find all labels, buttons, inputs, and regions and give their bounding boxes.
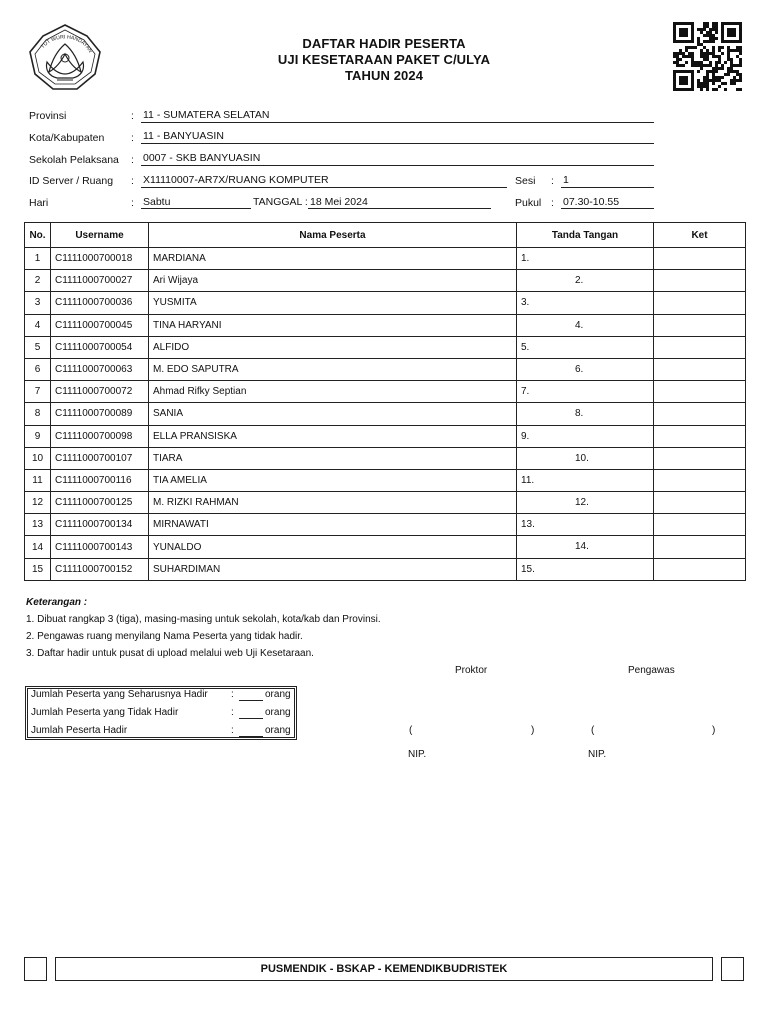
cell-ket: [654, 248, 746, 270]
proktor-nip-label: NIP.: [408, 749, 427, 760]
hari-value: Sabtu: [143, 196, 171, 208]
cell-nama-peserta: TINA HARYANI: [149, 314, 517, 336]
signature-number: 9.: [521, 430, 530, 442]
footer-corner-box-left: [24, 957, 47, 981]
table-row: [25, 492, 746, 514]
cell-ket: [654, 270, 746, 292]
cell-ket: [654, 314, 746, 336]
signature-number: 8.: [575, 408, 584, 420]
table-row: [25, 403, 746, 425]
underline: [141, 187, 507, 188]
cell-no: 3: [25, 292, 51, 314]
cell-tanda-tangan: [517, 381, 654, 403]
header-username: Username: [51, 223, 149, 248]
hari-label: Hari: [29, 197, 49, 209]
colon: :: [131, 175, 134, 187]
count-row-present: [31, 725, 293, 736]
footer-text: PUSMENDIK - BSKAP - KEMENDIKBUDRISTEK: [260, 963, 508, 975]
cell-ket: [654, 425, 746, 447]
underline: [141, 208, 251, 209]
cell-username: C1111000700018: [51, 248, 149, 270]
signature-number: 4.: [575, 319, 584, 331]
table-row: [25, 336, 746, 358]
signature-number: 7.: [521, 386, 530, 398]
count-unit: orang: [265, 725, 291, 736]
cell-ket: [654, 492, 746, 514]
document-title-line-1: DAFTAR HADIR PESERTA: [302, 36, 466, 51]
cell-no: 15: [25, 558, 51, 580]
cell-nama-peserta: TIARA: [149, 447, 517, 469]
cell-nama-peserta: Ahmad Rifky Septian: [149, 381, 517, 403]
table-row: [25, 270, 746, 292]
provinsi-label: Provinsi: [29, 110, 67, 122]
cell-username: C1111000700134: [51, 514, 149, 536]
cell-nama-peserta: SUHARDIMAN: [149, 558, 517, 580]
pengawas-close-paren: ): [712, 725, 716, 736]
cell-no: 10: [25, 447, 51, 469]
pukul-label: Pukul: [515, 197, 542, 209]
count-colon: :: [231, 707, 234, 718]
pukul-value: 07.30-10.55: [563, 196, 620, 208]
signature-number: 6.: [575, 363, 584, 375]
table-header-row: [25, 223, 746, 248]
cell-nama-peserta: ELLA PRANSISKA: [149, 425, 517, 447]
attendance-table: [24, 222, 746, 581]
tanggal-value: 18 Mei 2024: [310, 196, 368, 208]
cell-nama-peserta: Ari Wijaya: [149, 270, 517, 292]
qr-code-icon: [673, 22, 742, 91]
colon: :: [131, 154, 134, 166]
server-label: ID Server / Ruang: [29, 175, 114, 187]
cell-tanda-tangan: [517, 492, 654, 514]
table-row: [25, 447, 746, 469]
tanggal-label: TANGGAL :: [253, 196, 308, 208]
cell-no: 9: [25, 425, 51, 447]
cell-nama-peserta: YUNALDO: [149, 536, 517, 558]
signature-number: 15.: [521, 563, 535, 575]
table-row: [25, 469, 746, 491]
cell-no: 12: [25, 492, 51, 514]
count-colon: :: [231, 689, 234, 700]
table-row: [25, 248, 746, 270]
cell-tanda-tangan: [517, 336, 654, 358]
cell-tanda-tangan: [517, 403, 654, 425]
pengawas-nip-label: NIP.: [588, 749, 607, 760]
cell-username: C1111000700089: [51, 403, 149, 425]
server-value: X11110007-AR7X/RUANG KOMPUTER: [143, 174, 329, 186]
cell-tanda-tangan: [517, 425, 654, 447]
header-tanda-tangan: Tanda Tangan: [517, 223, 654, 248]
sekolah-label: Sekolah Pelaksana: [29, 154, 119, 166]
proktor-label: Proktor: [455, 665, 488, 676]
cell-username: C1111000700116: [51, 469, 149, 491]
notes-title: Keterangan :: [26, 597, 88, 608]
count-blank: [239, 736, 263, 737]
signature-number: 5.: [521, 341, 530, 353]
count-row-absent: [31, 707, 293, 718]
cell-no: 4: [25, 314, 51, 336]
count-blank: [239, 718, 263, 719]
cell-no: 5: [25, 336, 51, 358]
cell-tanda-tangan: [517, 248, 654, 270]
note-item: 2. Pengawas ruang menyilang Nama Peserta yang tidak hadir.: [26, 631, 303, 642]
underline: [141, 165, 654, 166]
header-nama-peserta: Nama Peserta: [149, 223, 517, 248]
count-label: Jumlah Peserta Hadir: [31, 725, 128, 736]
note-item: 1. Dibuat rangkap 3 (tiga), masing-masing untuk sekolah, kota/kab dan Provinsi.: [26, 614, 381, 625]
count-unit: orang: [265, 707, 291, 718]
cell-nama-peserta: ALFIDO: [149, 336, 517, 358]
cell-username: C1111000700143: [51, 536, 149, 558]
count-blank: [239, 700, 263, 701]
cell-username: C1111000700152: [51, 558, 149, 580]
colon: :: [131, 110, 134, 122]
underline: [561, 187, 654, 188]
proktor-open-paren: (: [409, 725, 413, 736]
cell-ket: [654, 336, 746, 358]
count-row-expected: [31, 689, 293, 700]
document-title-line-2: UJI KESETARAAN PAKET C/ULYA: [277, 52, 491, 67]
cell-username: C1111000700063: [51, 358, 149, 380]
cell-no: 6: [25, 358, 51, 380]
cell-ket: [654, 514, 746, 536]
underline: [141, 143, 654, 144]
cell-username: C1111000700036: [51, 292, 149, 314]
signature-number: 14.: [575, 541, 589, 553]
cell-ket: [654, 558, 746, 580]
cell-nama-peserta: M. EDO SAPUTRA: [149, 358, 517, 380]
cell-nama-peserta: TIA AMELIA: [149, 469, 517, 491]
cell-no: 13: [25, 514, 51, 536]
footer-corner-box-right: [721, 957, 744, 981]
cell-username: C1111000700125: [51, 492, 149, 514]
kota-label: Kota/Kabupaten: [29, 132, 105, 144]
cell-nama-peserta: SANIA: [149, 403, 517, 425]
cell-username: C1111000700045: [51, 314, 149, 336]
cell-tanda-tangan: [517, 292, 654, 314]
cell-username: C1111000700107: [51, 447, 149, 469]
table-row: [25, 314, 746, 336]
header-ket: Ket: [654, 223, 746, 248]
kota-value: 11 - BANYUASIN: [143, 130, 224, 142]
sesi-value: 1: [563, 174, 569, 186]
sesi-label: Sesi: [515, 175, 536, 187]
signature-number: 1.: [521, 253, 530, 264]
cell-no: 11: [25, 469, 51, 491]
cell-tanda-tangan: [517, 270, 654, 292]
document-title-line-3: TAHUN 2024: [344, 68, 424, 83]
colon: :: [551, 175, 554, 187]
cell-tanda-tangan: [517, 469, 654, 491]
count-label: Jumlah Peserta yang Seharusnya Hadir: [31, 689, 208, 700]
cell-no: 7: [25, 381, 51, 403]
underline: [308, 208, 491, 209]
underline: [141, 122, 654, 123]
cell-tanda-tangan: [517, 447, 654, 469]
table-row: [25, 558, 746, 580]
cell-no: 2: [25, 270, 51, 292]
signature-number: 3.: [521, 297, 530, 309]
colon: :: [131, 132, 134, 144]
cell-ket: [654, 292, 746, 314]
sekolah-value: 0007 - SKB BANYUASIN: [143, 152, 261, 164]
cell-ket: [654, 469, 746, 491]
pengawas-label: Pengawas: [628, 665, 675, 676]
proktor-close-paren: ): [531, 725, 535, 736]
cell-nama-peserta: MIRNAWATI: [149, 514, 517, 536]
cell-tanda-tangan: [517, 514, 654, 536]
signature-number: 11.: [521, 474, 535, 486]
provinsi-value: 11 - SUMATERA SELATAN: [143, 109, 270, 121]
cell-tanda-tangan: [517, 536, 654, 558]
cell-ket: [654, 447, 746, 469]
header-no: No.: [25, 223, 51, 248]
cell-nama-peserta: M. RIZKI RAHMAN: [149, 492, 517, 514]
count-colon: :: [231, 725, 234, 736]
underline: [561, 208, 654, 209]
footer-bar: [55, 957, 713, 981]
table-row: [25, 536, 746, 558]
cell-tanda-tangan: [517, 558, 654, 580]
cell-nama-peserta: MARDIANA: [149, 248, 517, 270]
table-row: [25, 514, 746, 536]
cell-username: C1111000700054: [51, 336, 149, 358]
cell-no: 1: [25, 248, 51, 270]
count-label: Jumlah Peserta yang Tidak Hadir: [31, 707, 179, 718]
signature-number: 10.: [575, 452, 589, 464]
cell-username: C1111000700027: [51, 270, 149, 292]
cell-nama-peserta: YUSMITA: [149, 292, 517, 314]
cell-ket: [654, 403, 746, 425]
signature-number: 13.: [521, 519, 535, 531]
table-row: [25, 381, 746, 403]
colon: :: [131, 197, 134, 209]
cell-username: C1111000700072: [51, 381, 149, 403]
signature-number: 12.: [575, 497, 589, 509]
cell-ket: [654, 358, 746, 380]
cell-no: 8: [25, 403, 51, 425]
cell-ket: [654, 536, 746, 558]
table-row: [25, 425, 746, 447]
cell-ket: [654, 381, 746, 403]
cell-username: C1111000700098: [51, 425, 149, 447]
note-item: 3. Daftar hadir untuk pusat di upload melalui web Uji Kesetaraan.: [26, 648, 314, 659]
table-row: [25, 358, 746, 380]
colon: :: [551, 197, 554, 209]
signature-number: 2.: [575, 275, 584, 287]
count-unit: orang: [265, 689, 291, 700]
table-row: [25, 292, 746, 314]
cell-tanda-tangan: [517, 314, 654, 336]
pengawas-open-paren: (: [591, 725, 595, 736]
logo-text: TUT WURI HANDAYAN: [40, 34, 94, 54]
cell-tanda-tangan: [517, 358, 654, 380]
cell-no: 14: [25, 536, 51, 558]
